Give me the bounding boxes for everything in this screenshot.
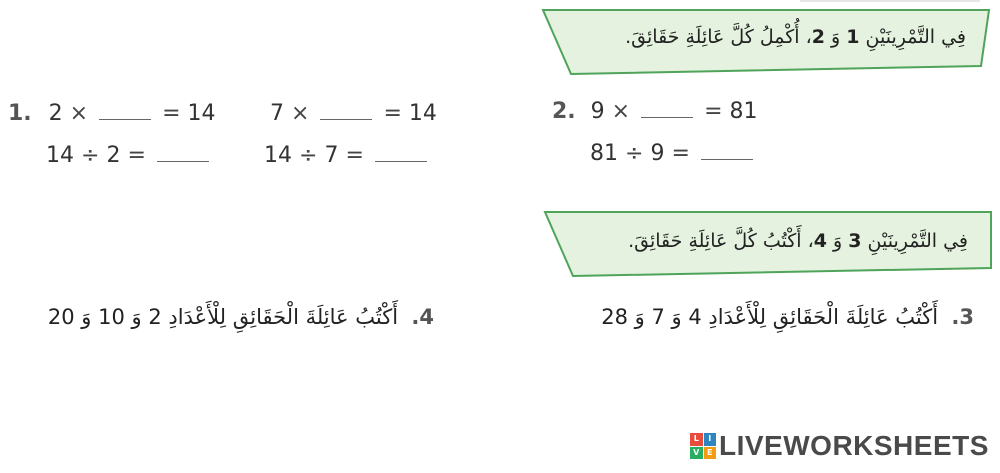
divide-sign: ÷	[81, 143, 100, 168]
ex2b-right: 9	[650, 141, 665, 166]
exercise-3	[601, 303, 974, 331]
answer-blank[interactable]	[641, 98, 693, 118]
logo-tile-i: I	[704, 433, 717, 446]
banner-2-num-b: 4	[813, 230, 827, 252]
equals-sign: =	[671, 141, 690, 166]
ex1a-result: 14	[187, 101, 216, 126]
logo-tile-e: E	[704, 447, 717, 460]
exercise-2-row-2	[590, 140, 757, 168]
ex1b-result: 14	[408, 101, 437, 126]
answer-blank[interactable]	[157, 142, 209, 162]
ex2b-left: 81	[590, 141, 618, 166]
equals-sign: =	[162, 101, 181, 126]
answer-blank[interactable]	[99, 100, 151, 120]
ex1d-right: 7	[324, 143, 339, 168]
times-sign: ×	[291, 101, 310, 126]
banner-2-text	[628, 210, 968, 272]
exercise-4	[48, 303, 434, 331]
equals-sign: =	[383, 101, 402, 126]
exercise-4-text: أَكْتُبُ عَائِلَةَ الْحَقَائِقِ لِلْأَعْدَادِ 2 وَ 10 وَ 20	[47, 305, 399, 329]
banner-2-num-a: 3	[848, 230, 862, 252]
top-divider	[800, 0, 980, 2]
liveworksheets-icon	[690, 433, 716, 459]
banner-1-text	[625, 8, 966, 66]
banner-2-and: وَ	[833, 230, 843, 252]
ex1a-left: 2	[48, 101, 63, 126]
ex1c-right: 2	[106, 143, 121, 168]
equals-sign: =	[345, 143, 364, 168]
exercise-2-number: 2.	[552, 99, 576, 124]
exercise-1-row-2	[46, 142, 213, 170]
instruction-banner-1	[541, 8, 992, 76]
exercise-2-row-1	[552, 98, 758, 126]
ex1d-left: 14	[264, 143, 292, 168]
ex2a-left: 9	[590, 99, 605, 124]
exercise-1-row-1	[8, 100, 216, 128]
exercise-1-row-2b	[264, 142, 431, 170]
exercise-3-text: أَكْتُبُ عَائِلَةَ الْحَقَائِقِ لِلْأَعْدَادِ 4 وَ 7 وَ 28	[601, 305, 939, 329]
banner-2-pre: فِي التَّمْرِينَيْنِ	[867, 230, 968, 252]
banner-1-and: وَ	[831, 26, 841, 48]
logo-tile-l: L	[690, 433, 703, 446]
banner-1-num-a: 1	[846, 26, 860, 48]
exercise-4-number: 4.	[411, 305, 434, 329]
divide-sign: ÷	[625, 141, 644, 166]
banner-2-post: ، أَكْتُبُ كُلَّ عَائِلَةِ حَقَائِقَ.	[628, 230, 814, 252]
ex1c-left: 14	[46, 143, 74, 168]
answer-blank[interactable]	[701, 140, 753, 160]
answer-blank[interactable]	[320, 100, 372, 120]
exercise-3-number: 3.	[951, 305, 974, 329]
divide-sign: ÷	[299, 143, 318, 168]
ex2a-result: 81	[729, 99, 758, 124]
exercise-1-row-1b	[270, 100, 437, 128]
logo-tile-v: V	[690, 447, 703, 460]
equals-sign: =	[127, 143, 146, 168]
banner-1-num-b: 2	[811, 26, 825, 48]
ex1b-left: 7	[270, 101, 284, 126]
instruction-banner-2	[543, 210, 994, 278]
banner-1-pre: فِي التَّمْرِينَيْنِ	[865, 26, 966, 48]
liveworksheets-logo	[690, 430, 989, 462]
answer-blank[interactable]	[375, 142, 427, 162]
equals-sign: =	[704, 99, 723, 124]
exercise-1-number: 1.	[8, 101, 32, 126]
brand-wordmark: LIVEWORKSHEETS	[719, 430, 989, 461]
times-sign: ×	[611, 99, 631, 124]
times-sign: ×	[69, 101, 89, 126]
banner-1-post: ، أُكْمِلُ كُلَّ عَائِلَةِ حَقَائِقَ.	[625, 26, 812, 48]
